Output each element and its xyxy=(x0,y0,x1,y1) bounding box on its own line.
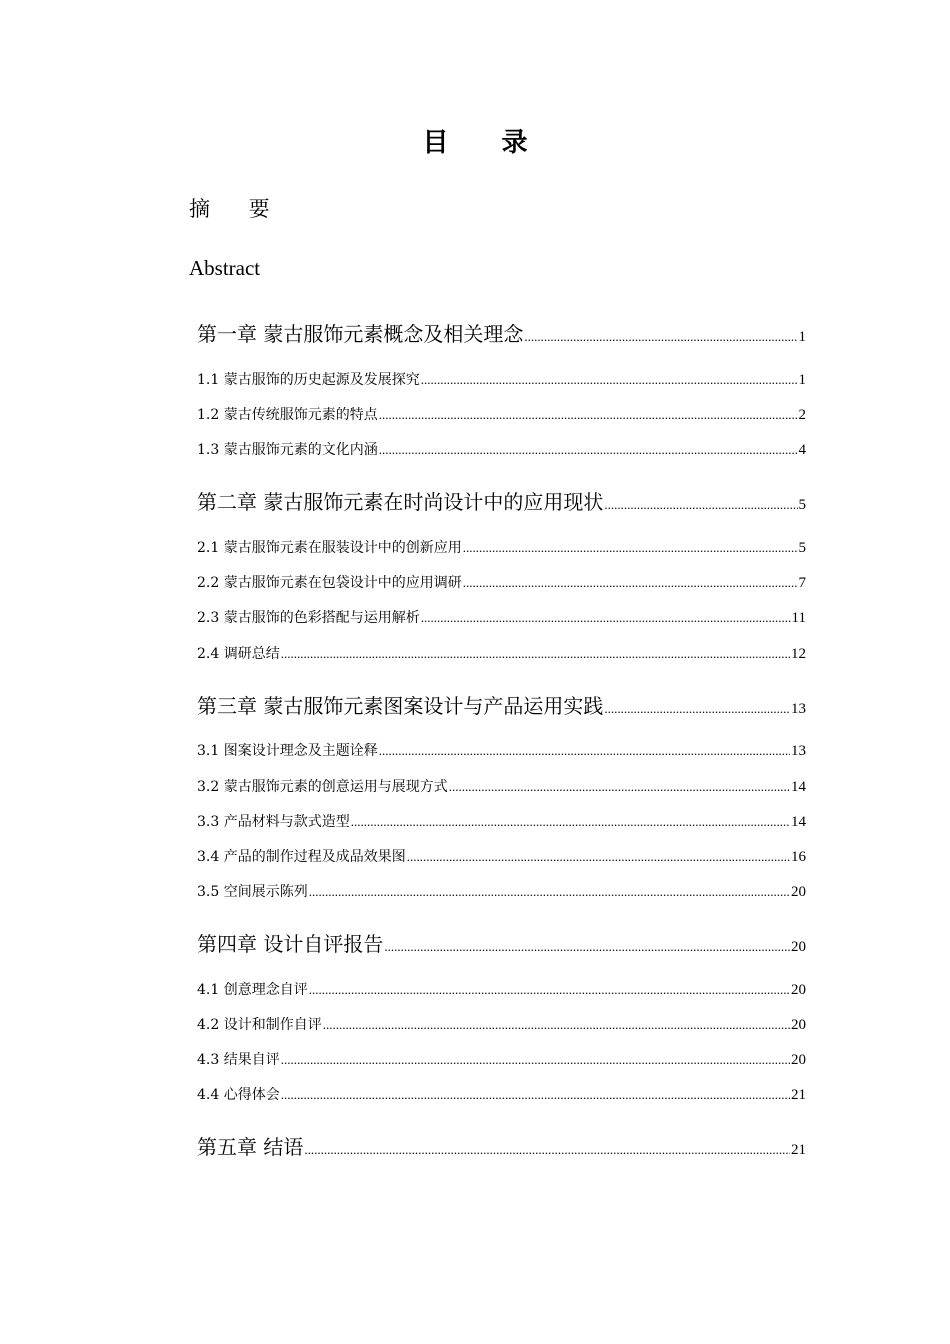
toc-dot-leader xyxy=(379,442,798,458)
toc-dot-leader xyxy=(281,646,790,662)
toc-entry-label: 第二章 蒙古服饰元素在时尚设计中的应用现状 xyxy=(197,490,604,514)
toc-entry-label: 第一章 蒙古服饰元素概念及相关理念 xyxy=(197,322,524,346)
toc-entry-label: 3.2 蒙古服饰元素的创意运用与展现方式 xyxy=(197,779,448,795)
toc-section-entry[interactable] xyxy=(197,607,806,627)
toc-page-number: 1 xyxy=(798,329,806,345)
toc-section-entry[interactable] xyxy=(197,1084,806,1104)
toc-dot-leader xyxy=(309,884,790,900)
toc-entry-label: 1.1 蒙古服饰的历史起源及发展探究 xyxy=(197,372,420,388)
toc-section-entry[interactable] xyxy=(197,643,806,663)
page-title: 目 录 xyxy=(422,128,550,158)
toc-section-entry[interactable] xyxy=(197,881,806,901)
toc-section-entry[interactable] xyxy=(197,979,806,999)
toc-abstract-english[interactable]: Abstract xyxy=(189,256,261,280)
toc-abstract-chinese[interactable]: 摘 要 xyxy=(189,197,286,221)
toc-page-number: 11 xyxy=(791,610,806,626)
toc-page-number: 13 xyxy=(791,701,806,717)
toc-section-entry[interactable] xyxy=(197,404,806,424)
toc-section-entry[interactable] xyxy=(197,369,806,389)
toc-entry-label: 第五章 结语 xyxy=(197,1135,304,1159)
toc-entry-label: 4.3 结果自评 xyxy=(197,1052,280,1068)
toc-dot-leader xyxy=(463,540,798,556)
toc-dot-leader xyxy=(604,497,797,513)
toc-section-entry[interactable] xyxy=(197,776,806,796)
toc-entry-label: 3.1 图案设计理念及主题诠释 xyxy=(197,743,378,759)
toc-dot-leader xyxy=(463,575,798,591)
toc-dot-leader xyxy=(323,1017,790,1033)
toc-section-entry[interactable] xyxy=(197,537,806,557)
toc-dot-leader xyxy=(281,1087,790,1103)
toc-section-entry[interactable] xyxy=(197,439,806,459)
toc-chapter-entry[interactable] xyxy=(197,928,806,957)
toc-chapter-entry[interactable] xyxy=(197,486,806,515)
toc-dot-leader xyxy=(384,939,790,955)
toc-page-number: 16 xyxy=(791,849,806,865)
toc-chapter-entry[interactable] xyxy=(197,690,806,719)
toc-page-number: 20 xyxy=(791,1017,806,1033)
toc-entry-label: 4.4 心得体会 xyxy=(197,1087,280,1103)
toc-page-number: 4 xyxy=(798,442,806,458)
toc-entry-label: 3.5 空间展示陈列 xyxy=(197,884,308,900)
toc-dot-leader xyxy=(449,779,790,795)
toc-page-number: 21 xyxy=(791,1087,806,1103)
toc-entry-label: 2.2 蒙古服饰元素在包袋设计中的应用调研 xyxy=(197,575,462,591)
toc-section-entry[interactable] xyxy=(197,1014,806,1034)
toc-section-entry[interactable] xyxy=(197,572,806,592)
toc-page-number: 20 xyxy=(791,982,806,998)
toc-entry-label: 2.4 调研总结 xyxy=(197,646,280,662)
toc-entry-label: 1.2 蒙古传统服饰元素的特点 xyxy=(197,407,378,423)
toc-entry-label: 3.4 产品的制作过程及成品效果图 xyxy=(197,849,406,865)
toc-dot-leader xyxy=(421,372,798,388)
toc-page-number: 5 xyxy=(798,540,806,556)
toc-dot-leader xyxy=(379,407,798,423)
toc-dot-leader xyxy=(604,701,790,717)
toc-page-number: 14 xyxy=(791,779,806,795)
toc-page-number: 5 xyxy=(798,497,806,513)
toc-entry-label: 2.1 蒙古服饰元素在服装设计中的创新应用 xyxy=(197,540,462,556)
toc-entry-label: 4.1 创意理念自评 xyxy=(197,982,308,998)
toc-page-number: 12 xyxy=(791,646,806,662)
toc-page-number: 14 xyxy=(791,814,806,830)
toc-page-number: 7 xyxy=(798,575,806,591)
toc-section-entry[interactable] xyxy=(197,1049,806,1069)
toc-page-number: 13 xyxy=(791,743,806,759)
toc-page-number: 2 xyxy=(798,407,806,423)
toc-page-number: 20 xyxy=(791,1052,806,1068)
toc-section-entry[interactable] xyxy=(197,740,806,760)
toc-dot-leader xyxy=(379,743,790,759)
toc-section-entry[interactable] xyxy=(197,846,806,866)
toc-entry-label: 第三章 蒙古服饰元素图案设计与产品运用实践 xyxy=(197,694,604,718)
toc-page-number: 20 xyxy=(791,884,806,900)
toc-page-number: 20 xyxy=(791,939,806,955)
toc-page-number: 21 xyxy=(791,1142,806,1158)
toc-entry-label: 3.3 产品材料与款式造型 xyxy=(197,814,350,830)
toc-chapter-entry[interactable] xyxy=(197,1131,806,1160)
toc-page-number: 1 xyxy=(798,372,806,388)
toc-chapter-entry[interactable] xyxy=(197,318,806,347)
toc-section-entry[interactable] xyxy=(197,811,806,831)
toc-entry-label: 4.2 设计和制作自评 xyxy=(197,1017,322,1033)
toc-entry-label: 2.3 蒙古服饰的色彩搭配与运用解析 xyxy=(197,610,420,626)
toc-dot-leader xyxy=(524,329,797,345)
toc-entry-label: 1.3 蒙古服饰元素的文化内涵 xyxy=(197,442,378,458)
toc-dot-leader xyxy=(309,982,790,998)
toc-entry-label: 第四章 设计自评报告 xyxy=(197,932,384,956)
toc-dot-leader xyxy=(304,1142,790,1158)
toc-dot-leader xyxy=(421,610,791,626)
toc-dot-leader xyxy=(407,849,790,865)
toc-dot-leader xyxy=(281,1052,790,1068)
toc-dot-leader xyxy=(351,814,790,830)
